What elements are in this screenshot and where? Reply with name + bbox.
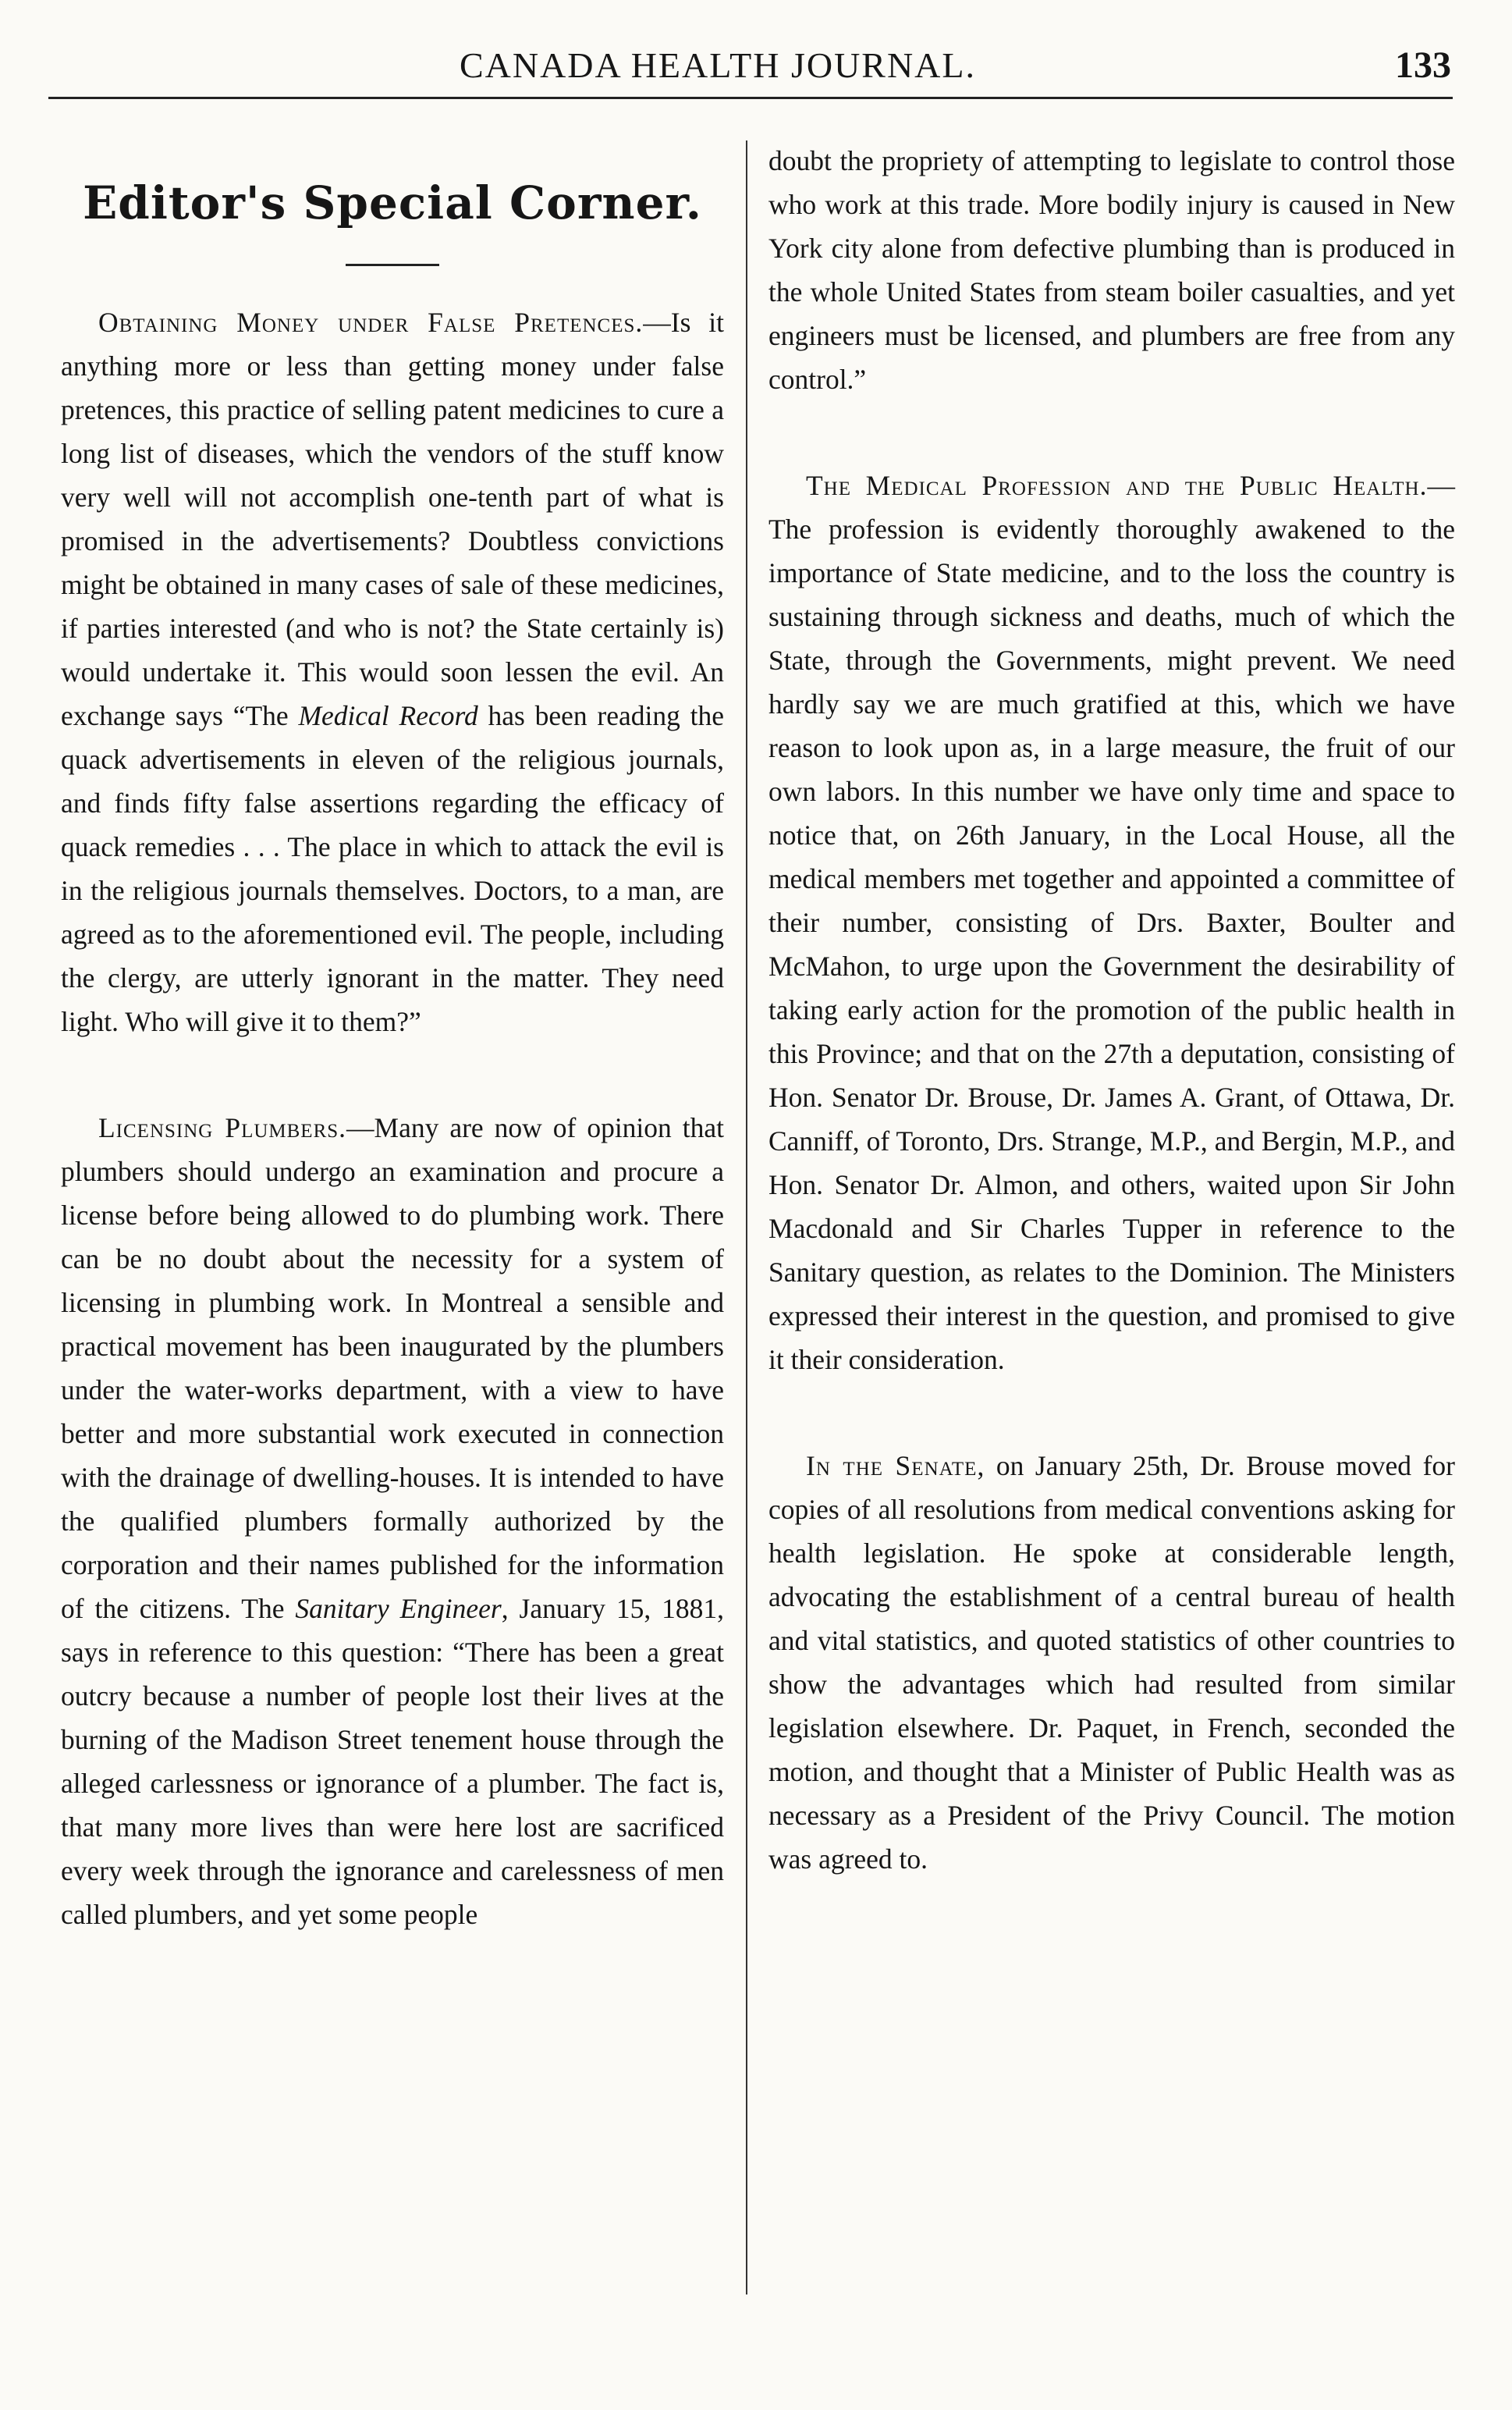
article-heading: Licensing Plumbers. (98, 1112, 347, 1143)
article-senate (768, 1444, 1455, 1881)
article-spacer (768, 1381, 1455, 1444)
article-text: on January 25th, Dr. Brouse moved for copies of all resolutions from medical conventions asking for health legislation. He spoke at considerable length, advocating the establishment of a central bureau of health and vital statistics, and quoted statistics of other countries to show the advantages which had resulted from similar legislation elsewhere. Dr. Paquet, in French, seconded the motion, and thought that a Minister of Public Health was as necessary as a President of the Privy Council. The motion was agreed to. (768, 1450, 1455, 1875)
publication-name: Sanitary Engineer (295, 1593, 502, 1624)
publication-name: Medical Record (298, 700, 478, 731)
journal-title: CANADA HEALTH JOURNAL. (459, 45, 977, 85)
article-text: has been reading the quack advertisements in eleven of the religious journals, and finds fifty false assertions regarding the efficacy of quack remedies . . . The place in which to attack the evil is in the religious journals themselves. Doctors, to a man, are agreed as to the aforementioned evil. The people, including the clergy, are utterly ignorant in the matter. They need light. Who will give it to them?” (61, 700, 724, 1037)
article-text: —The profession is evidently thoroughly awakened to the importance of State medicine, and to the loss the country is sustaining through sickness and deaths, much of which the State, through the Governments, might prevent. We need hardly say we are much gratified at this, which we have reason to look upon as, in a large measure, the fruit of our own labors. In this number we have only time and space to notice that, on 26th January, in the Local House, all the medical members met together and appointed a committee of their number, consisting of Drs. Baxter, Boulter and McMahon, to urge upon the Government the desirability of taking early action for the promotion of the public health in this Province; and that on the 27th a deputation, consisting of Hon. Senator Dr. Brouse, Dr. James A. Grant, of Ottawa, Dr. Canniff, of Toronto, Drs. Strange, M.P., and Bergin, M.P., and Hon. Senator Dr. Almon, and others, waited upon Sir John Macdonald and Sir Charles Tupper in reference to the Sanitary question, as relates to the Dominion. The Ministers expressed their interest in the question, and promised to give it their consideration. (768, 470, 1455, 1375)
column-divider (746, 140, 747, 2294)
section-title: Editor's Special Corner. (83, 176, 702, 229)
running-head (0, 42, 1512, 89)
article-medical-profession (768, 464, 1455, 1381)
article-spacer (61, 1043, 724, 1106)
article-heading: The Medical Profession and the Public Health. (806, 470, 1428, 501)
header-rule (48, 97, 1453, 99)
page-number: 133 (1395, 44, 1451, 86)
article-licensing-plumbers (61, 1106, 724, 1936)
article-text: —Many are now of opinion that plumbers should undergo an examination and procure a license before being allowed to do plumbing work. There can be no doubt about the necessity for a system of licensing in plumbing work. In Montreal a sensible and practical movement has been inaugurated by the plumbers under the water-works department, with a view to have better and more substantial work executed in connection with the drainage of dwelling-houses. It is intended to have the qualified plumbers formally authorized by the corporation and their names published for the information of the citizens. The (61, 1112, 725, 1624)
article-text: , January 15, 1881, says in reference to this question: “There has been a great outcry because a number of people lost their lives at the burning of the Madison Street tenement house through the alleged carlessness or ignorance of a plumber. The fact is, that many more lives than were here lost are sacrificed every week through the ignorance and carelessness of men called plumbers, and yet some people (61, 1593, 725, 1930)
article-obtaining-money (61, 300, 724, 1043)
article-continuation: doubt the propriety of attempting to legislate to control those who work at this trade. More bodily injury is caused in New York city alone from defective plumbing than is produced in the whole United States from steam boiler casualties, and yet engineers must be licensed, and plumbers are free from any control.” (768, 145, 1455, 395)
right-column (768, 139, 1455, 1881)
left-column (61, 139, 724, 1936)
article-heading: In the Senate, (806, 1450, 985, 1481)
title-rule (346, 264, 439, 266)
article-text: —Is it anything more or less than getting money under false pretences, this practice of selling patent medicines to cure a long list of diseases, which the vendors of the stuff know very well will not accomplish one-tenth part of what is promised in the advertisements? Doubtless convictions might be obtained in many cases of sale of these medicines, if parties interested (and who is not? the State certainly is) would undertake it. This would soon lessen the evil. An exchange says “The (61, 307, 724, 731)
article-spacer (768, 401, 1455, 464)
article-heading: Obtaining Money under False Pretences. (98, 307, 644, 338)
